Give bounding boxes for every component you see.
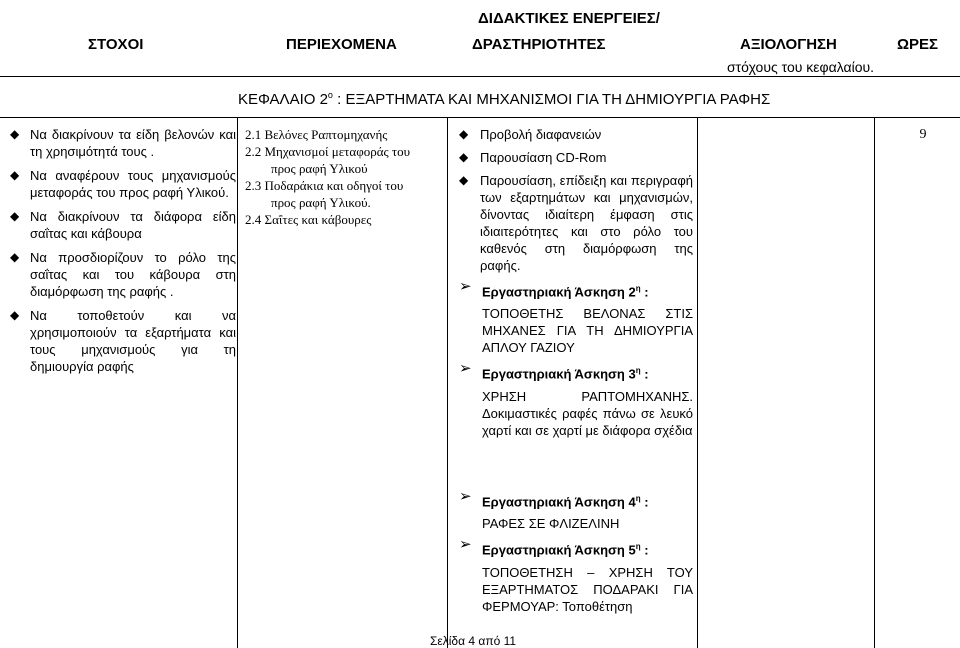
activity-item: ◆ Παρουσίαση, επίδειξη και περιγραφή των εξαρτημάτων και μηχανισμών, δίνοντας ιδιαίτερη έμφαση στις ιδιαιτερότητες και στο ρόλο του καθενός στη διαμόρφωση της ραφής. [459,173,693,273]
contents-item: 2.2 Μηχανισμοί μεταφοράς του προς ραφή Υλικού [245,144,411,176]
exercise-heading: ➢ Εργαστηριακή Άσκηση $3^\eta$ : [459,360,649,382]
header-hours: ΩΡΕΣ [897,36,939,53]
arrowhead-bullet-icon: ➢ [459,488,472,505]
diamond-bullet-icon: ◆ [10,250,20,264]
hours-value: 9 [919,127,927,142]
activities-column [455,126,693,445]
diamond-bullet-icon: ◆ [459,150,469,164]
objective-item: ◆ Να αναφέρουν τους μηχανισμούς μεταφοράς του προς ραφή Υλικού. [10,168,236,200]
diamond-bullet-icon: ◆ [10,209,20,223]
column-divider [447,117,448,648]
divider [0,117,960,118]
exercise-heading: ➢ Εργαστηριακή Άσκηση $4^\eta$ : [459,488,649,510]
header-objectives: ΣΤΟΧΟΙ [88,36,144,53]
objective-item: ◆ Να τοποθετούν και να χρησιμοποιούν τα εξαρτήματα και τους μηχανισμούς για τη δημιουργία ραφής [10,308,236,374]
chapter-title: ΚΕΦΑΛΑΙΟ $2^o$ : ΕΞΑΡΤΗΜΑΤΑ ΚΑΙ ΜΗΧΑΝΙΣΜΟΙ ΓΙΑ ΤΗ ΔΗΜΙΟΥΡΓΙΑ ΡΑΦΗΣ [238,90,771,108]
objective-item: ◆ Να προσδιορίζουν το ρόλο της σαΐτας και του κάβουρα στη διαμόρφωση της ραφής . [10,250,236,299]
header-activities-line1: ΔΙΔΑΚΤΙΚΕΣ ΕΝΕΡΓΕΙΕΣ/ [478,10,660,27]
objectives-column [8,126,236,382]
arrowhead-bullet-icon: ➢ [459,278,472,295]
diamond-bullet-icon: ◆ [459,173,469,187]
objective-item: ◆ Να διακρίνουν τα είδη βελονών και τη χρησιμότητά τους . [10,127,236,159]
header-assessment: ΑΞΙΟΛΟΓΗΣΗ [740,36,837,53]
page-number: Σελίδα 4 από 11 [430,634,517,648]
contents-column [245,126,445,228]
exercise-heading: ➢ Εργαστηριακή Άσκηση $5^\eta$ : [459,536,649,558]
contents-item: 2.4 Σαΐτες και κάβουρες [245,212,372,227]
contents-item: 2.1 Βελόνες Ραπτομηχανής [245,127,388,142]
table-header [0,0,960,125]
contents-item: 2.3 Ποδαράκια και οδηγοί του προς ραφή Υλικού. [245,178,404,210]
activity-item: ◆ Προβολή διαφανειών [459,127,602,142]
arrowhead-bullet-icon: ➢ [459,360,472,378]
header-activities-line2: ΔΡΑΣΤΗΡΙΟΤΗΤΕΣ [472,36,606,53]
diamond-bullet-icon: ◆ [459,127,469,141]
exercise-description: ΤΟΠΟΘΕΤΗΣ ΒΕΛΟΝΑΣ ΣΤΙΣ ΜΗΧΑΝΕΣ ΓΙΑ ΤΗ ΔΗΜΙΟΥΡΓΙΑ ΑΠΛΟΥ ΓΑΖΙΟΥ [482,306,693,356]
header-contents: ΠΕΡΙΕΧΟΜΕΝΑ [286,36,397,53]
column-divider [697,117,698,648]
objective-item: ◆ Να διακρίνουν τα διάφορα είδη σαΐτας και κάβουρα [10,209,236,241]
activity-item: ◆ Παρουσίαση CD-Rom [459,150,607,165]
arrowhead-bullet-icon: ➢ [459,536,472,554]
column-divider [237,117,238,648]
column-divider [874,117,875,648]
diamond-bullet-icon: ◆ [10,127,20,141]
exercise-description: ΤΟΠΟΘΕΤΗΣΗ – ΧΡΗΣΗ ΤΟΥ ΕΞΑΡΤΗΜΑΤΟΣ ΠΟΔΑΡΑΚΙ ΓΙΑ ΦΕΡΜΟΥΑΡ: Τοποθέτηση [482,564,693,614]
diamond-bullet-icon: ◆ [10,308,20,322]
continuation-text: στόχους του κεφαλαίου. [727,59,875,75]
exercise-description: ΧΡΗΣΗ ΡΑΠΤΟΜΗΧΑΝΗΣ. Δοκιμαστικές ραφές πάνω σε λευκό χαρτί και σε χαρτί με διάφορα σχέδια [482,388,693,438]
exercise-heading: ➢ Εργαστηριακή Άσκηση $2^\eta$ : [459,278,649,300]
divider [0,76,960,77]
exercise-description: ΡΑΦΕΣ ΣΕ ΦΛΙΖΕΛΙΝΗ [482,516,620,532]
diamond-bullet-icon: ◆ [10,168,20,182]
activities-lower-block [455,486,693,621]
